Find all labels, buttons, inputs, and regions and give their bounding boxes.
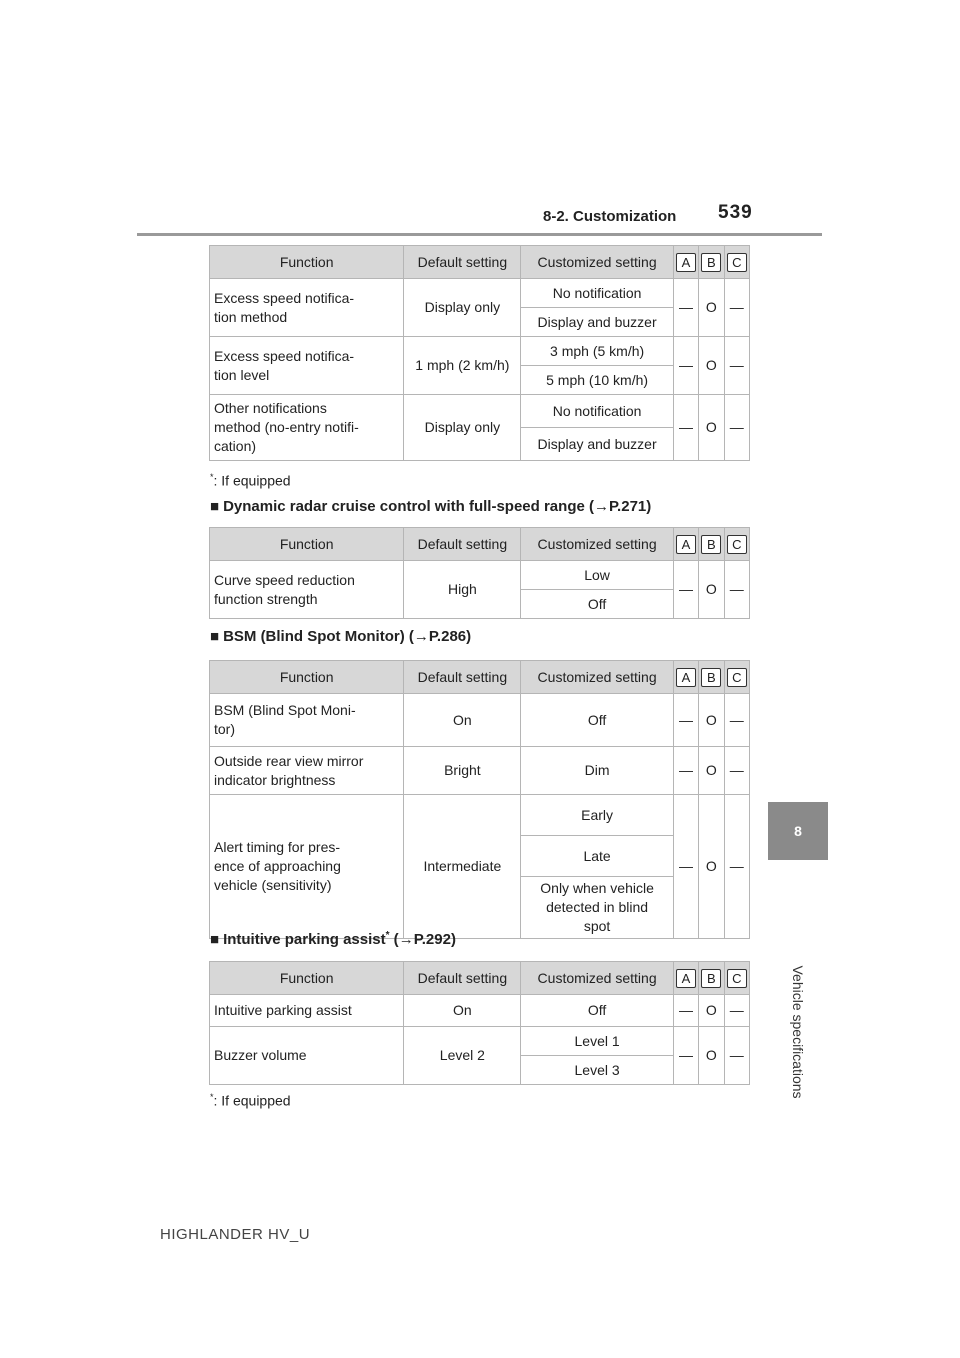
customized-setting-cell: Off xyxy=(521,995,673,1027)
header-letter-b xyxy=(699,528,724,561)
header-letter-c xyxy=(724,661,749,694)
mark-c-cell: — xyxy=(724,1027,749,1085)
mark-a-cell: — xyxy=(673,395,698,461)
function-cell: Curve speed reduction function strength xyxy=(210,561,404,619)
footnote-text: : If equipped xyxy=(213,1092,291,1109)
badge-a-icon: A xyxy=(676,535,696,554)
mark-c-cell: — xyxy=(724,395,749,461)
default-setting-cell: High xyxy=(404,561,521,619)
footnote-text: : If equipped xyxy=(213,472,291,489)
default-setting-cell: On xyxy=(404,694,521,747)
header-customized-setting: Customized setting xyxy=(521,661,673,694)
customized-setting-cell: Display and buzzer xyxy=(521,428,673,461)
mark-a-cell: — xyxy=(673,747,698,795)
badge-c-icon: C xyxy=(727,969,747,988)
default-setting-cell: Bright xyxy=(404,747,521,795)
customized-setting-cell: Off xyxy=(521,590,673,619)
heading-title: Dynamic radar cruise control with full-speed range ( xyxy=(223,498,594,515)
function-cell: Excess speed notifica- tion method xyxy=(210,279,404,337)
mark-c-cell: — xyxy=(724,995,749,1027)
customized-setting-cell: Level 3 xyxy=(521,1056,673,1085)
heading-intuitive-parking-assist xyxy=(210,930,456,948)
customized-setting-cell: Display and buzzer xyxy=(521,308,673,337)
header-letter-c xyxy=(724,528,749,561)
mark-a-cell: — xyxy=(673,694,698,747)
function-cell: Alert timing for pres- ence of approaching vehicle (sensitivity) xyxy=(210,795,404,939)
header-letter-a xyxy=(673,246,698,279)
footnote-star: * xyxy=(210,472,214,482)
mark-a-cell: — xyxy=(673,995,698,1027)
header-function: Function xyxy=(210,962,404,995)
badge-b-icon: B xyxy=(701,253,721,272)
header-function: Function xyxy=(210,246,404,279)
table-header-row xyxy=(210,528,750,561)
heading-open-paren: ( xyxy=(389,931,399,948)
header-letter-b xyxy=(699,661,724,694)
customized-setting-cell: Dim xyxy=(521,747,673,795)
heading-square-icon: ■ xyxy=(210,498,220,515)
default-setting-cell: 1 mph (2 km/h) xyxy=(404,337,521,395)
mark-c-cell: — xyxy=(724,337,749,395)
section-title: 8-2. Customization xyxy=(543,208,677,225)
mark-b-cell: O xyxy=(699,337,724,395)
badge-b-icon: B xyxy=(701,535,721,554)
footnote-star: * xyxy=(210,1092,214,1102)
customized-setting-cell: Late xyxy=(521,836,673,877)
customized-setting-cell: 5 mph (10 km/h) xyxy=(521,366,673,395)
mark-a-cell: — xyxy=(673,279,698,337)
customized-setting-cell: Only when vehicle detected in blind spot xyxy=(521,877,673,939)
customized-setting-cell: 3 mph (5 km/h) xyxy=(521,337,673,366)
customized-setting-cell: Low xyxy=(521,561,673,590)
chapter-title: Vehicle specifications xyxy=(790,965,806,1099)
heading-bsm xyxy=(210,628,471,645)
badge-a-icon: A xyxy=(676,969,696,988)
heading-square-icon: ■ xyxy=(210,628,220,645)
mark-c-cell: — xyxy=(724,279,749,337)
mark-b-cell: O xyxy=(699,747,724,795)
mark-b-cell: O xyxy=(699,395,724,461)
page-reference[interactable]: P.292) xyxy=(413,931,456,948)
arrow-right-icon: → xyxy=(593,498,609,515)
table-row xyxy=(210,995,750,1027)
arrow-right-icon: → xyxy=(413,628,429,645)
customized-setting-cell: Early xyxy=(521,795,673,836)
header-function: Function xyxy=(210,661,404,694)
customized-setting-cell: No notification xyxy=(521,279,673,308)
badge-c-icon: C xyxy=(727,668,747,687)
table-header-row xyxy=(210,246,750,279)
mark-a-cell: — xyxy=(673,1027,698,1085)
function-cell: Other notifications method (no-entry notifi- cation) xyxy=(210,395,404,461)
table-bsm xyxy=(209,660,750,939)
default-setting-cell: Display only xyxy=(404,279,521,337)
header-customized-setting: Customized setting xyxy=(521,962,673,995)
mark-a-cell: — xyxy=(673,337,698,395)
table-row xyxy=(210,747,750,795)
arrow-right-icon: → xyxy=(398,931,414,948)
customized-setting-cell: Off xyxy=(521,694,673,747)
badge-b-icon: B xyxy=(701,969,721,988)
table-row xyxy=(210,1027,750,1056)
badge-a-icon: A xyxy=(676,668,696,687)
footer-model: HIGHLANDER HV_U xyxy=(160,1226,311,1243)
table-header-row xyxy=(210,962,750,995)
header-default-setting: Default setting xyxy=(404,246,521,279)
header-letter-a xyxy=(673,528,698,561)
mark-b-cell: O xyxy=(699,995,724,1027)
table-header-row xyxy=(210,661,750,694)
default-setting-cell: Display only xyxy=(404,395,521,461)
table-row xyxy=(210,337,750,366)
heading-square-icon: ■ xyxy=(210,931,220,948)
header-letter-a xyxy=(673,962,698,995)
table-dynamic-radar-cruise xyxy=(209,527,750,619)
header-rule xyxy=(137,233,822,236)
header-letter-b xyxy=(699,246,724,279)
mark-b-cell: O xyxy=(699,1027,724,1085)
mark-a-cell: — xyxy=(673,561,698,619)
header-default-setting: Default setting xyxy=(404,528,521,561)
header-customized-setting: Customized setting xyxy=(521,528,673,561)
table-row xyxy=(210,279,750,308)
heading-title: BSM (Blind Spot Monitor) ( xyxy=(223,628,414,645)
heading-title: Intuitive parking assist xyxy=(223,931,386,948)
badge-b-icon: B xyxy=(701,668,721,687)
table-row xyxy=(210,795,750,836)
heading-dynamic-radar-cruise xyxy=(210,498,651,515)
header-function: Function xyxy=(210,528,404,561)
mark-b-cell: O xyxy=(699,795,724,939)
mark-b-cell: O xyxy=(699,561,724,619)
header-customized-setting: Customized setting xyxy=(521,246,673,279)
page-reference[interactable]: P.286) xyxy=(428,628,472,645)
default-setting-cell: On xyxy=(404,995,521,1027)
page-reference[interactable]: P.271) xyxy=(608,498,652,515)
function-cell: BSM (Blind Spot Moni- tor) xyxy=(210,694,404,747)
customized-setting-cell: Level 1 xyxy=(521,1027,673,1056)
mark-a-cell: — xyxy=(673,795,698,939)
page-number: 539 xyxy=(718,202,753,223)
table-notifications xyxy=(209,245,750,461)
function-cell: Excess speed notifica- tion level xyxy=(210,337,404,395)
header-letter-c xyxy=(724,962,749,995)
table-row xyxy=(210,395,750,428)
chapter-tab: 8 xyxy=(768,802,828,860)
badge-c-icon: C xyxy=(727,535,747,554)
header-letter-c xyxy=(724,246,749,279)
function-cell: Intuitive parking assist xyxy=(210,995,404,1027)
table-row xyxy=(210,694,750,747)
default-setting-cell: Intermediate xyxy=(404,795,521,939)
table-intuitive-parking-assist xyxy=(209,961,750,1085)
mark-c-cell: — xyxy=(724,795,749,939)
header-letter-b xyxy=(699,962,724,995)
mark-b-cell: O xyxy=(699,694,724,747)
footnote-1 xyxy=(210,472,291,489)
header-letter-a xyxy=(673,661,698,694)
mark-b-cell: O xyxy=(699,279,724,337)
function-cell: Buzzer volume xyxy=(210,1027,404,1085)
mark-c-cell: — xyxy=(724,561,749,619)
footnote-2 xyxy=(210,1092,291,1109)
function-cell: Outside rear view mirror indicator brightness xyxy=(210,747,404,795)
header-default-setting: Default setting xyxy=(404,661,521,694)
customized-setting-cell: No notification xyxy=(521,395,673,428)
badge-c-icon: C xyxy=(727,253,747,272)
heading-star: * xyxy=(385,930,390,941)
header-default-setting: Default setting xyxy=(404,962,521,995)
table-row xyxy=(210,561,750,590)
mark-c-cell: — xyxy=(724,747,749,795)
default-setting-cell: Level 2 xyxy=(404,1027,521,1085)
badge-a-icon: A xyxy=(676,253,696,272)
mark-c-cell: — xyxy=(724,694,749,747)
